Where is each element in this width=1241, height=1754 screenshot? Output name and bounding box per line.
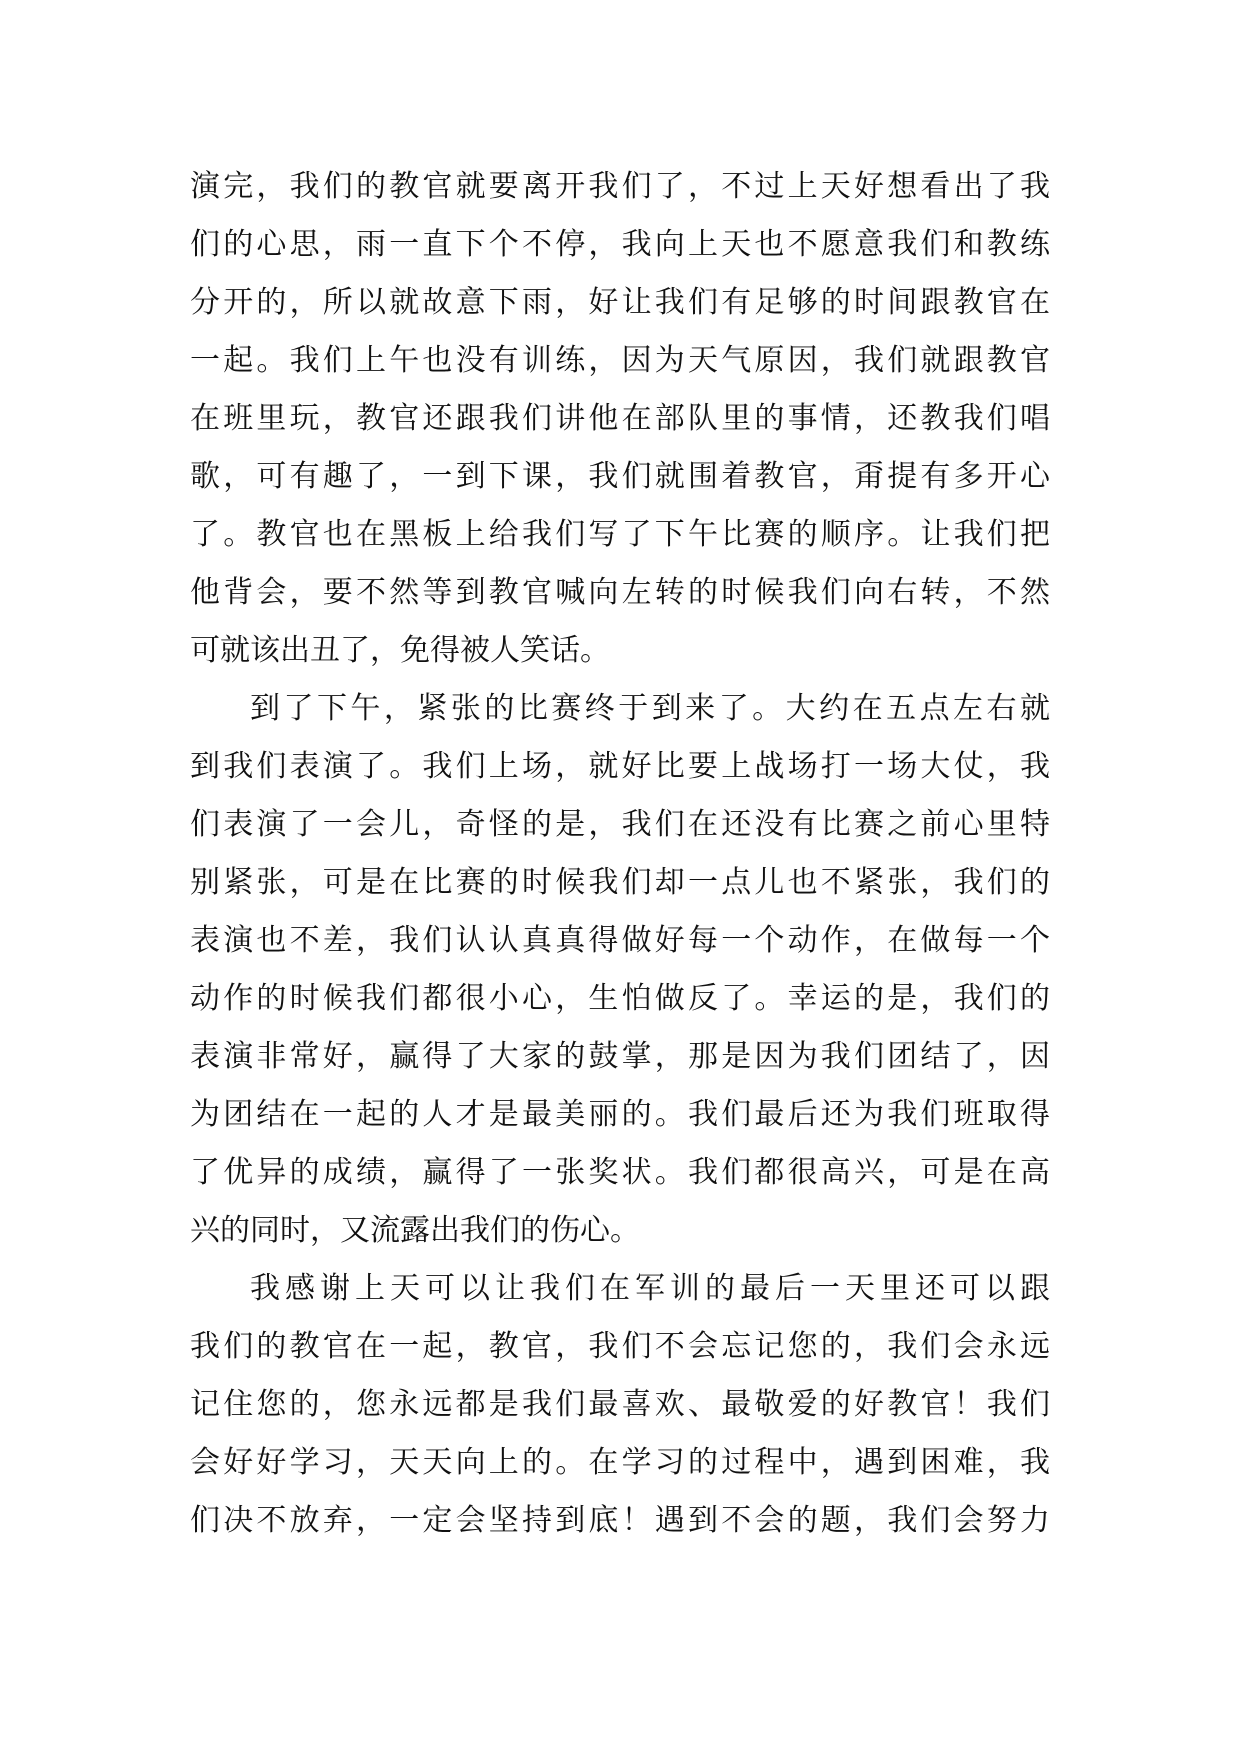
- text-line: 在班里玩，教官还跟我们讲他在部队里的事情，还教我们唱: [190, 401, 1050, 436]
- text-line: 为团结在一起的人才是最美丽的。我们最后还为我们班取得: [190, 1097, 1050, 1132]
- text-line: 动作的时候我们都很小心，生怕做反了。幸运的是，我们的: [190, 981, 1050, 1016]
- text-line: 他背会，要不然等到教官喊向左转的时候我们向右转，不然: [190, 575, 1050, 610]
- text-line: 可就该出丑了，免得被人笑话。: [190, 633, 610, 668]
- text-line: 们决不放弃，一定会坚持到底！遇到不会的题，我们会努力: [190, 1503, 1050, 1538]
- paragraph-first-line: 到了下午，紧张的比赛终于到来了。大约在五点左右就: [250, 691, 1050, 726]
- paragraph-first-line: 我感谢上天可以让我们在军训的最后一天里还可以跟: [250, 1271, 1050, 1306]
- text-line: 兴的同时，又流露出我们的伤心。: [190, 1213, 640, 1248]
- text-line: 们的心思，雨一直下个不停，我向上天也不愿意我们和教练: [190, 227, 1050, 262]
- text-line: 记住您的，您永远都是我们最喜欢、最敬爱的好教官！我们: [190, 1387, 1050, 1422]
- text-line: 演完，我们的教官就要离开我们了，不过上天好想看出了我: [190, 169, 1050, 204]
- text-line: 了优异的成绩，赢得了一张奖状。我们都很高兴，可是在高: [190, 1155, 1050, 1190]
- text-line: 分开的，所以就故意下雨，好让我们有足够的时间跟教官在: [190, 285, 1050, 320]
- text-line: 表演非常好，赢得了大家的鼓掌，那是因为我们团结了，因: [190, 1039, 1050, 1074]
- text-line: 表演也不差，我们认认真真得做好每一个动作，在做每一个: [190, 923, 1050, 958]
- text-line: 歌，可有趣了，一到下课，我们就围着教官，甭提有多开心: [190, 459, 1050, 494]
- text-line: 了。教官也在黑板上给我们写了下午比赛的顺序。让我们把: [190, 517, 1050, 552]
- text-line: 别紧张，可是在比赛的时候我们却一点儿也不紧张，我们的: [190, 865, 1050, 900]
- text-line: 会好好学习，天天向上的。在学习的过程中，遇到困难，我: [190, 1445, 1050, 1480]
- text-line: 一起。我们上午也没有训练，因为天气原因，我们就跟教官: [190, 343, 1050, 378]
- text-line: 到我们表演了。我们上场，就好比要上战场打一场大仗，我: [190, 749, 1050, 784]
- text-line: 我们的教官在一起，教官，我们不会忘记您的，我们会永远: [190, 1329, 1050, 1364]
- text-line: 们表演了一会儿，奇怪的是，我们在还没有比赛之前心里特: [190, 807, 1050, 842]
- document-body: [190, 158, 1050, 1550]
